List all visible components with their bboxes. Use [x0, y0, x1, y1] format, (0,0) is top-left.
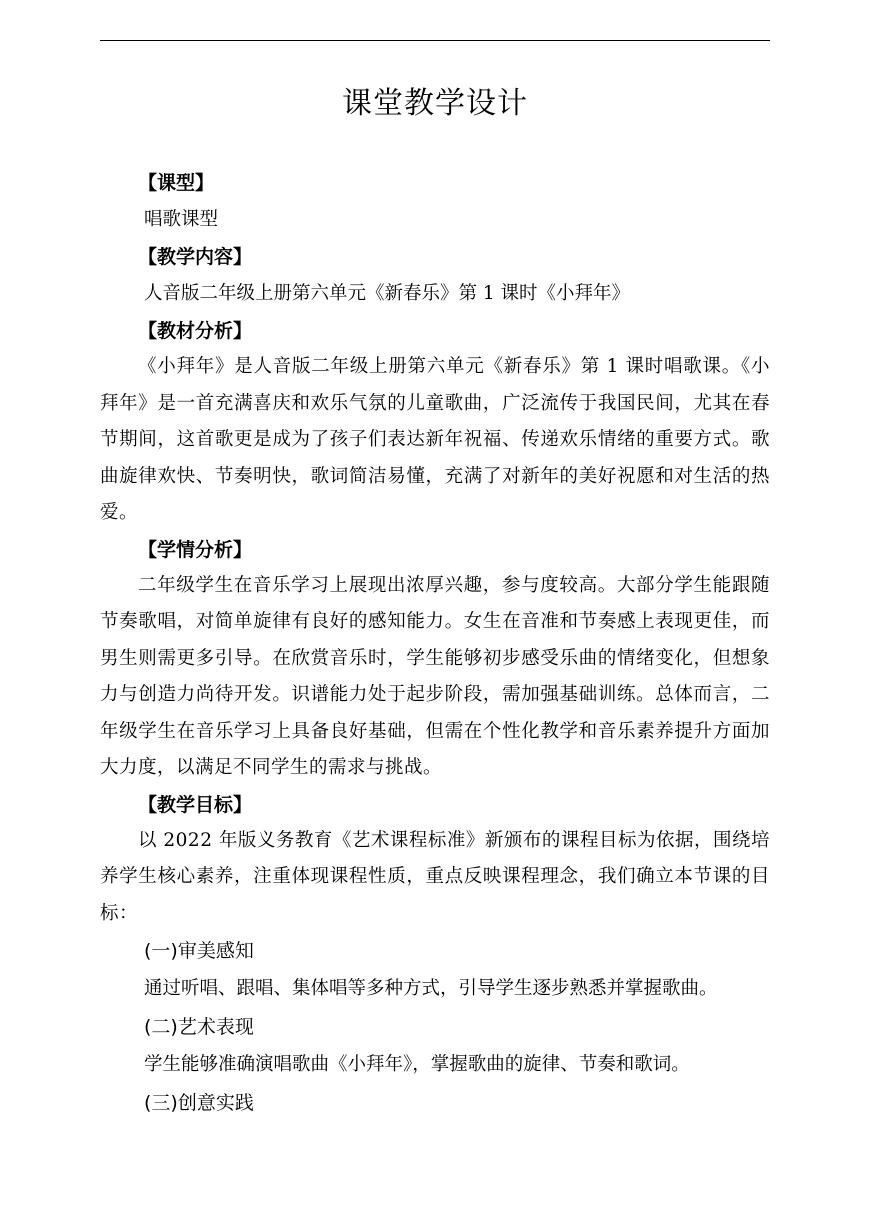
objectives-intro-paragraph: 以 2022 年版义务教育《艺术课程标准》新颁布的课程目标为依据，围绕培养学生核心素养，注重体现课程性质，重点反映课程理念，我们确立本节课的目标： — [100, 829, 770, 924]
content-text: 人音版二年级上册第六单元《新春乐》第 1 课时《小拜年》 — [144, 283, 631, 304]
header-rule — [100, 40, 770, 41]
objective-label-aesthetic: (一)审美感知 — [144, 940, 254, 962]
course-type-text: 唱歌课型 — [144, 209, 219, 230]
objective-label-performance: (二)艺术表现 — [144, 1016, 254, 1038]
document-body — [100, 165, 770, 1122]
page-title: 课堂教学设计 — [342, 86, 528, 121]
section-heading-material-analysis: 【教材分析】 — [138, 320, 253, 342]
section-heading-content: 【教学内容】 — [138, 246, 253, 268]
objective-text-aesthetic: 通过听唱、跟唱、集体唱等多种方式，引导学生逐步熟悉并掌握歌曲。 — [144, 978, 718, 999]
section-heading-course-type: 【课型】 — [138, 172, 215, 194]
section-heading-objectives: 【教学目标】 — [138, 793, 253, 816]
student-analysis-paragraph: 二年级学生在音乐学习上展现出浓厚兴趣，参与度较高。大部分学生能跟随节奏歌唱，对简单旋律有良好的感知能力。女生在音准和节奏感上表现更佳，而男生则需更多引导。在欣赏音乐时，学生能够初步感受乐曲的情绪变化，但想象力与创造力尚待开发。识谱能力处于起步阶段，需加强基础训练。总体而言，二年级学生在音乐学习上具备良好基础，但需在个性化教学和音乐素养提升方面加大力度，以满足不同学生的需求与挑战。 — [100, 574, 770, 778]
section-heading-student-analysis: 【学情分析】 — [138, 538, 253, 561]
objective-text-performance: 学生能够准确演唱歌曲《小拜年》，掌握歌曲的旋律、节奏和歌词。 — [144, 1054, 690, 1075]
material-analysis-paragraph: 《小拜年》是人音版二年级上册第六单元《新春乐》第 1 课时唱歌课。《小拜年》是一首充满喜庆和欢乐气氛的儿童歌曲，广泛流传于我国民间，尤其在春节期间，这首歌更是成为了孩子们表达新年祝福、传递欢乐情绪的重要方式。歌曲旋律欢快、节奏明快，歌词简洁易懂，充满了对新年的美好祝愿和对生活的热爱。 — [100, 356, 770, 523]
objective-label-creative: (三)创意实践 — [144, 1092, 254, 1114]
